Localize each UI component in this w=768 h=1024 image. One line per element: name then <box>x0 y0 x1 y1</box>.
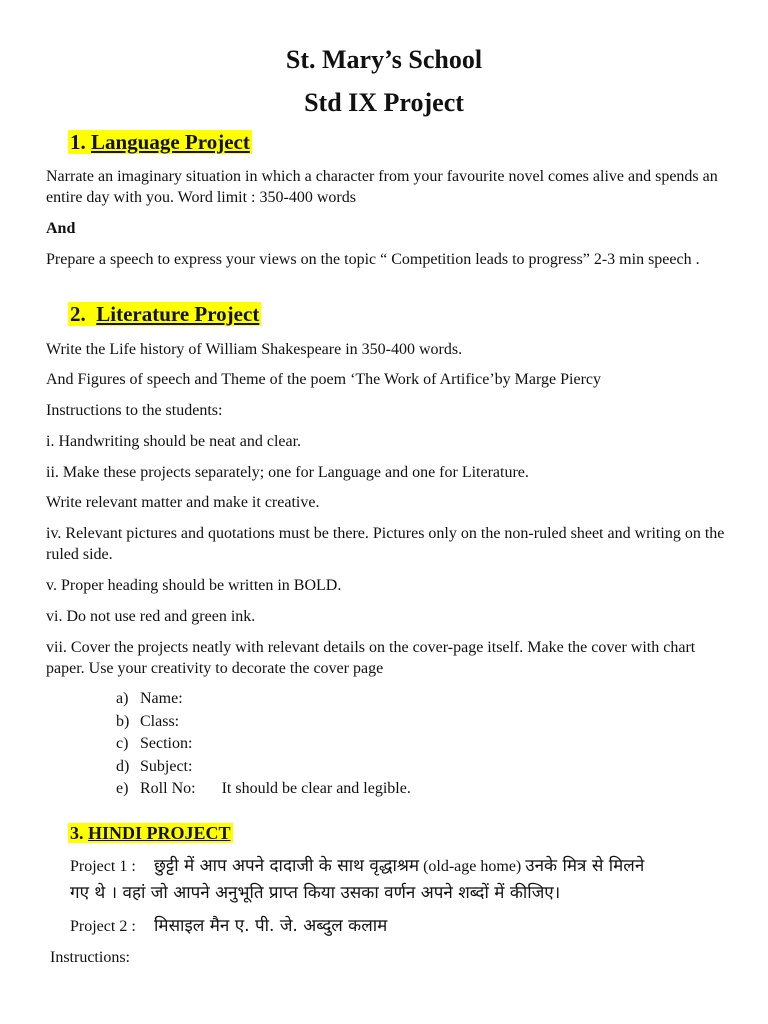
language-heading <box>68 129 252 155</box>
project-1-line-2: गए थे । वहां जो आपने अनुभूति प्राप्त किया उसका वर्णन अपने शब्दों में कीजिए। <box>70 883 561 903</box>
language-task-2: Prepare a speech to express your views on the topic “ Competition leads to progress” 2-3 min speech . <box>46 251 700 268</box>
list-item: c) Section: <box>116 735 193 752</box>
hindi-heading <box>68 820 233 846</box>
instruction-item: ii. Make these projects separately; one for Language and one for Literature. <box>46 464 529 481</box>
cover-details-list <box>116 688 411 801</box>
school-name: St. Mary’s School <box>285 45 483 74</box>
instruction-item: vii. Cover the projects neatly with relevant details on the cover-page itself. Make the cover with chart paper. Use your creativity to decorate the cover page <box>46 639 696 677</box>
instruction-item: iv. Relevant pictures and quotations must be there. Pictures only on the non-ruled sheet and writing on the ruled side. <box>46 525 725 563</box>
list-item: e) Roll No: It should be clear and legible. <box>116 780 411 797</box>
language-heading-text: Language Project <box>91 130 250 154</box>
language-heading-number: 1. <box>70 130 86 154</box>
hindi-project-2: Project 2 : मिसाइल मैन ए. पी. जे. अब्दुल कलाम <box>70 913 730 940</box>
hindi-project-1: Project 1 : छुट्टी में आप अपने दादाजी के साथ वृद्धाश्रम (old-age home) उनके मित्र से मिलने गए थे । वहां जो आपने अनुभूति प्राप्त किया उसका वर्णन अपने शब्दों में कीजिए। <box>70 856 645 903</box>
hindi-instructions-label: Instructions: <box>50 949 130 966</box>
instruction-item: i. Handwriting should be neat and clear. <box>46 433 302 450</box>
language-and: And <box>46 220 76 237</box>
literature-heading-text: Literature Project <box>96 302 260 326</box>
list-item: b) Class: <box>116 712 180 730</box>
literature-heading <box>68 301 261 327</box>
literature-task-1: Write the Life history of William Shakespeare in 350-400 words. <box>46 341 463 358</box>
hindi-heading-number: 3. <box>70 823 84 843</box>
instruction-item: v. Proper heading should be written in BOLD. <box>46 577 342 594</box>
literature-task-2: And Figures of speech and Theme of the poem ‘The Work of Artifice’by Marge Piercy <box>46 371 601 388</box>
literature-heading-number: 2. <box>70 302 86 326</box>
project-1-label: Project 1 : <box>70 858 136 875</box>
language-task-1: Narrate an imaginary situation in which a character from your favourite novel comes alive and spends an entire day with you. Word limit : 350-400 words <box>46 168 718 206</box>
list-item: d) Subject: <box>116 757 193 775</box>
cover-note: It should be clear and legible. <box>221 780 411 797</box>
instructions-heading: Instructions to the students: <box>46 402 223 419</box>
project-title: Std IX Project <box>304 88 464 117</box>
hindi-heading-text: HINDI PROJECT <box>88 823 231 843</box>
instruction-item: Write relevant matter and make it creative. <box>46 494 320 511</box>
list-item: a) Name: <box>116 690 183 707</box>
project-2-label: Project 2 : <box>70 918 136 935</box>
instruction-item: vi. Do not use red and green ink. <box>46 608 256 625</box>
